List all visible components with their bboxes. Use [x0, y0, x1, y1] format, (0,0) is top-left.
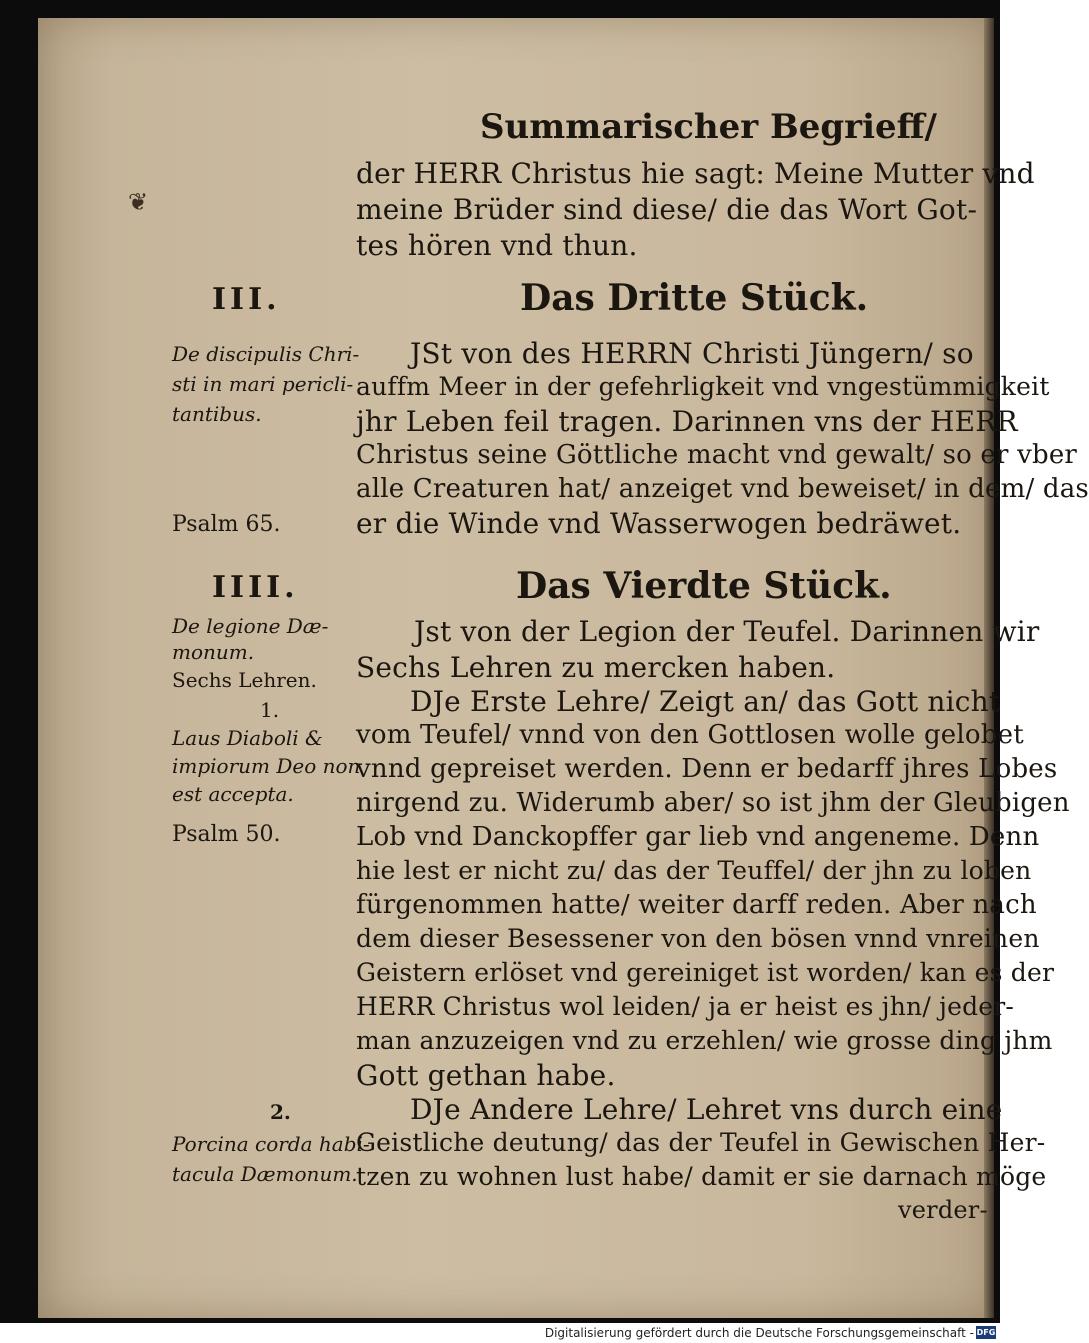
body-4-8: hie lest er nicht zu/ das der Teuffel/ der jhn zu loben — [356, 856, 1032, 885]
body-4-16: Geistliche deutung/ das der Teufel in Gewischen Her- — [356, 1128, 1046, 1157]
body-4-13: man anzuzeigen vnd zu erzehlen/ wie grosse ding jhm — [356, 1026, 1053, 1055]
book-page — [38, 18, 1089, 1318]
margin-note-3-2: sti in mari pericli- — [172, 372, 354, 396]
section-number-3: III. — [212, 282, 281, 317]
margin-note-4-9: Porcina corda habi- — [172, 1132, 370, 1156]
margin-note-4-5: Laus Diaboli & — [172, 726, 323, 750]
margin-note-4-7: est accepta. — [172, 782, 294, 806]
body-4-4: vom Teufel/ vnnd von den Gottlosen wolle gelobet — [356, 720, 1024, 750]
body-4-3: DJe Erste Lehre/ Zeigt an/ das Gott nicht — [410, 685, 1001, 718]
intro-line-2: meine Brüder sind diese/ die das Wort Got- — [356, 193, 978, 226]
margin-note-3-3: tantibus. — [172, 402, 262, 426]
section-heading-3: Das Dritte Stück. — [520, 277, 869, 319]
body-4-6: nirgend zu. Widerumb aber/ so ist jhm der Gleubigen — [356, 788, 1070, 818]
intro-line-1: der HERR Christus hie sagt: Meine Mutter vnd — [356, 157, 1035, 190]
body-4-10: dem dieser Besessener von den bösen vnnd vnreinen — [356, 924, 1040, 953]
margin-note-4-3: Sechs Lehren. — [172, 668, 317, 692]
body-3-6: er die Winde vnd Wasserwogen bedräwet. — [356, 507, 962, 540]
body-4-7: Lob vnd Danckopffer gar lieb vnd angeneme. Denn — [356, 822, 1040, 852]
body-4-17: tzen zu wohnen lust habe/ damit er sie darnach möge — [356, 1162, 1047, 1191]
body-4-15: DJe Andere Lehre/ Lehret vns durch eine — [410, 1093, 1003, 1126]
margin-note-3-1: De discipulis Chri- — [172, 342, 360, 366]
body-4-1: Jst von der Legion der Teufel. Darinnen wir — [414, 615, 1040, 648]
body-4-12: HERR Christus wol leiden/ ja er heist es jhn/ jeder- — [356, 992, 1015, 1021]
body-3-4: Christus seine Göttliche macht vnd gewalt/ so er vber — [356, 440, 1078, 470]
body-4-11: Geistern erlöset vnd gereiniget ist worden/ kan es der — [356, 958, 1055, 987]
body-3-5: alle Creaturen hat/ anzeiget vnd beweiset/ in dem/ das — [356, 474, 1089, 504]
body-3-2: auffm Meer in der gefehrligkeit vnd vngestümmigkeit — [356, 372, 1050, 401]
margin-note-4-1: De legione Dæ- — [172, 614, 329, 638]
footer-bar — [0, 1323, 1000, 1343]
margin-note-4-8: 2. — [270, 1100, 291, 1124]
dfg-logo: DFG — [976, 1328, 996, 1337]
catchword: verder- — [898, 1196, 988, 1224]
section-number-4: IIII. — [212, 570, 299, 605]
margin-note-4-10: tacula Dæmonum. — [172, 1162, 358, 1186]
margin-note-4-2: monum. — [172, 640, 255, 664]
margin-note-4-6: impiorum Deo non — [172, 754, 361, 778]
funding-notice: Digitalisierung gefördert durch die Deutsche Forschungsgemeinschaft - — [544, 1326, 974, 1340]
ornament-icon: ❦ — [128, 188, 149, 216]
body-4-14: Gott gethan habe. — [356, 1059, 616, 1092]
running-head: Summarischer Begrieff/ — [480, 107, 937, 147]
section-heading-4: Das Vierdte Stück. — [516, 565, 892, 607]
body-4-9: fürgenommen hatte/ weiter darff reden. Aber nach — [356, 890, 1037, 920]
psalm-ref-65: Psalm 65. — [172, 512, 281, 537]
body-3-1: JSt von des HERRN Christi Jüngern/ so — [410, 337, 974, 370]
body-4-5: vnnd gepreiset werden. Denn er bedarff jhres Lobes — [356, 754, 1058, 784]
psalm-ref-50: Psalm 50. — [172, 822, 281, 847]
body-4-2: Sechs Lehren zu mercken haben. — [356, 651, 836, 684]
intro-line-3: tes hören vnd thun. — [356, 229, 638, 262]
margin-note-4-4: 1. — [260, 698, 280, 722]
body-3-3: jhr Leben feil tragen. Darinnen vns der HERR — [356, 405, 1018, 438]
